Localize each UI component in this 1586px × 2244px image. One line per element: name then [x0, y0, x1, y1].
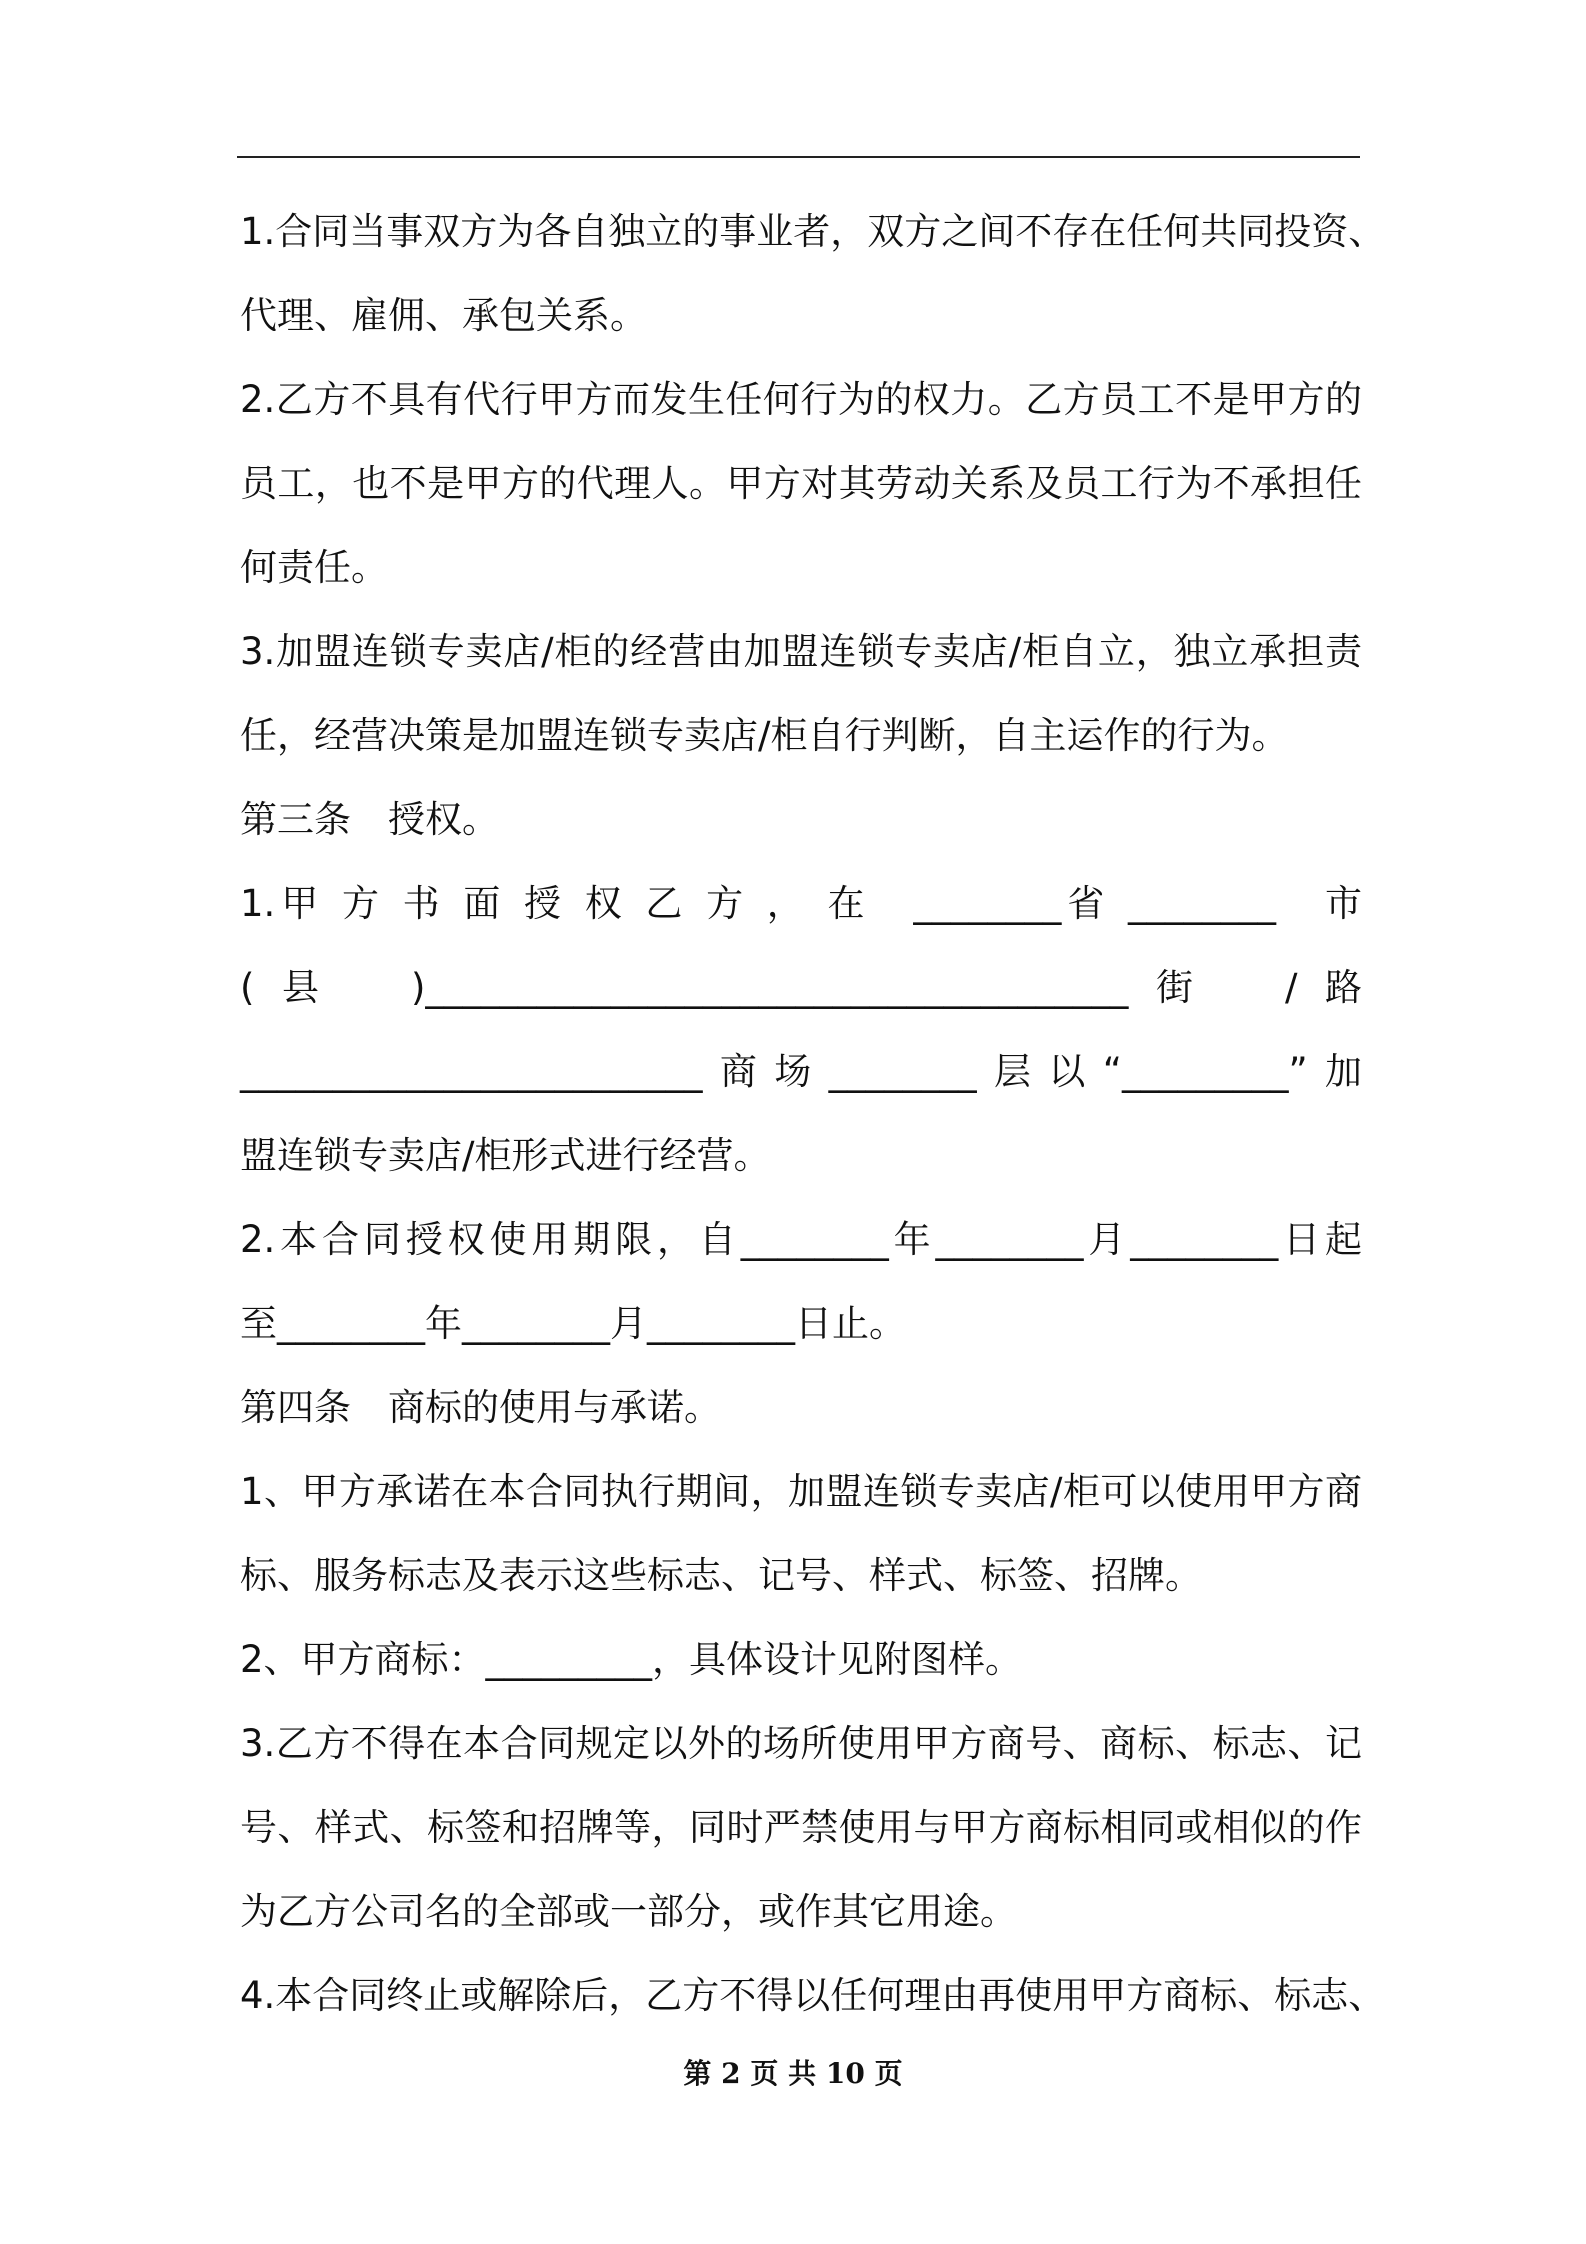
header-rule [237, 156, 1360, 158]
text-line: 2、甲方商标：_________，具体设计见附图样。 [240, 1638, 1023, 1681]
text-line: 1.甲 方 书 面 授 权 乙 方 ， 在 ________省 ________ 市 [240, 882, 1362, 925]
text-line: 员工，也不是甲方的代理人。甲方对其劳动关系及员工行为不承担任 [240, 462, 1362, 505]
text-line: 4.本合同终止或解除后，乙方不得以任何理由再使用甲方商标、标志、 [240, 1974, 1386, 2017]
text-line: 代理、雇佣、承包关系。 [240, 294, 647, 337]
text-line: 至________年________月________日止。 [240, 1302, 906, 1345]
text-line: 1、甲方承诺在本合同执行期间，加盟连锁专卖店/柜可以使用甲方商 [240, 1470, 1362, 1513]
text-line: 标、服务标志及表示这些标志、记号、样式、标签、招牌。 [240, 1554, 1202, 1597]
text-line: 3.乙方不得在本合同规定以外的场所使用甲方商号、商标、标志、记 [240, 1722, 1362, 1765]
text-line: 2.本合同授权使用期限，自________年________月________日起 [240, 1218, 1362, 1261]
text-line: 1.合同当事双方为各自独立的事业者，双方之间不存在任何共同投资、 [240, 210, 1386, 253]
text-line: 盟连锁专卖店/柜形式进行经营。 [240, 1134, 771, 1177]
text-line: 号、样式、标签和招牌等，同时严禁使用与甲方商标相同或相似的作 [240, 1806, 1362, 1849]
document-body [240, 190, 1386, 2038]
page-footer: 第 2 页 共 10 页 [683, 2057, 903, 2090]
text-line: 2.乙方不具有代行甲方而发生任何行为的权力。乙方员工不是甲方的 [240, 378, 1362, 421]
text-line: 任，经营决策是加盟连锁专卖店/柜自行判断，自主运作的行为。 [240, 714, 1289, 757]
text-line: 3.加盟连锁专卖店/柜的经营由加盟连锁专卖店/柜自立，独立承担责 [240, 630, 1362, 673]
text-line: 何责任。 [240, 546, 388, 589]
article-heading: 第三条 授权。 [240, 798, 499, 841]
article-heading: 第四条 商标的使用与承诺。 [240, 1386, 721, 1429]
text-line: (县 )______________________________________街 /路 [240, 966, 1362, 1009]
text-line: 为乙方公司名的全部或一部分，或作其它用途。 [240, 1890, 1017, 1933]
text-line: _________________________商场________层以“_________”加 [240, 1050, 1362, 1093]
